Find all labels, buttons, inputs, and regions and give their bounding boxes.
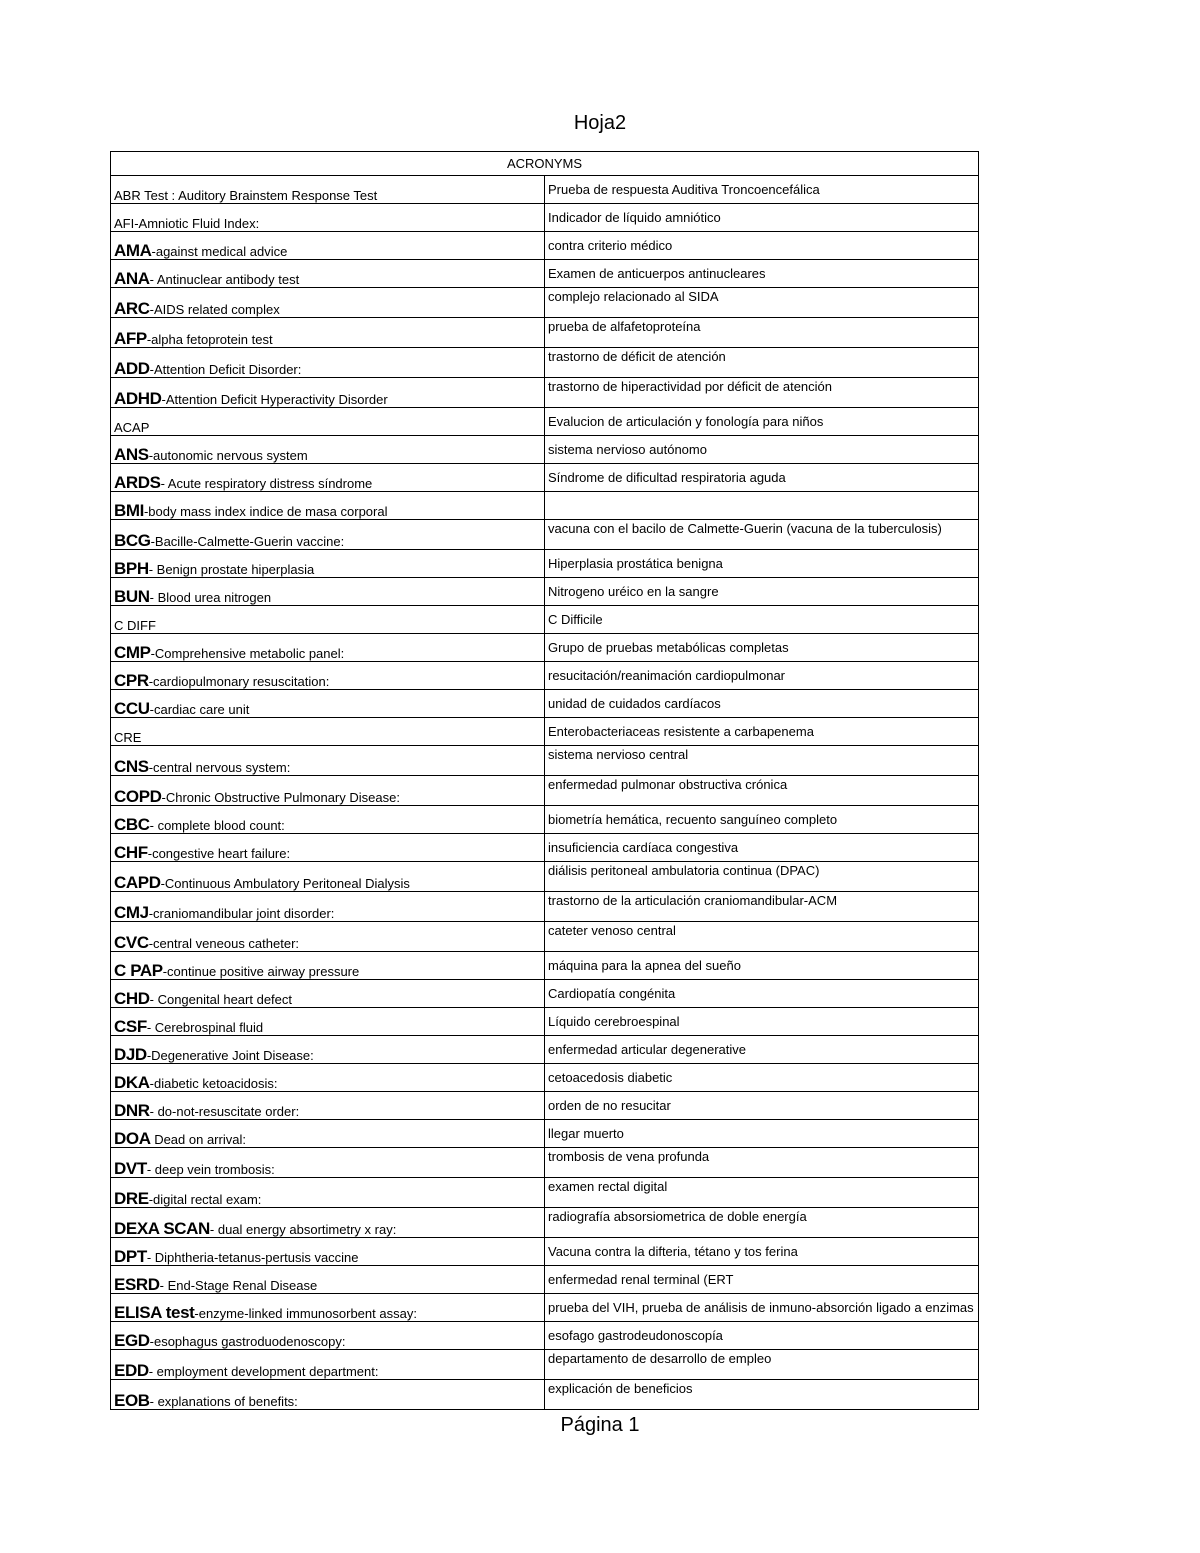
spanish-translation-cell: diálisis peritoneal ambulatoria continua (DPAC): [545, 862, 979, 892]
spanish-translation-cell: Examen de anticuerpos antinucleares: [545, 260, 979, 288]
table-row: [111, 1266, 979, 1294]
table-row: [111, 1294, 979, 1322]
acronym-cell: [111, 1092, 545, 1120]
acronym-abbr: CCU: [114, 699, 150, 718]
spanish-translation-cell: Vacuna contra la difteria, tétano y tos ferina: [545, 1238, 979, 1266]
acronym-cell: [111, 492, 545, 520]
acronym-cell: [111, 1008, 545, 1036]
acronym-cell: [111, 520, 545, 550]
acronym-abbr: BCG: [114, 531, 151, 550]
spanish-translation-cell: Nitrogeno uréico en la sangre: [545, 578, 979, 606]
acronym-description: -Bacille-Calmette-Guerin vaccine:: [150, 534, 345, 549]
acronym-cell: [111, 634, 545, 662]
spanish-translation-cell: sistema nervioso autónomo: [545, 436, 979, 464]
acronym-cell: [111, 834, 545, 862]
table-row: [111, 634, 979, 662]
acronym-description: -Degenerative Joint Disease:: [146, 1048, 314, 1063]
spanish-translation-cell: Prueba de respuesta Auditiva Troncoencefálica: [545, 176, 979, 204]
table-row: [111, 892, 979, 922]
spanish-translation-cell: C Difficile: [545, 606, 979, 634]
acronym-abbr: ESRD: [114, 1275, 160, 1294]
table-row: [111, 204, 979, 232]
acronym-description: -diabetic ketoacidosis:: [149, 1076, 278, 1091]
acronym-cell: [111, 578, 545, 606]
acronym-cell: [111, 1178, 545, 1208]
table-row: [111, 1322, 979, 1350]
acronym-description: -body mass index indice de masa corporal: [143, 504, 388, 519]
acronym-abbr: DVT: [114, 1159, 147, 1178]
acronym-cell: [111, 318, 545, 348]
acronym-description: -Comprehensive metabolic panel:: [150, 646, 345, 661]
acronym-abbr: DNR: [114, 1101, 150, 1120]
table-row: [111, 1178, 979, 1208]
spanish-translation-cell: complejo relacionado al SIDA: [545, 288, 979, 318]
acronym-cell: [111, 204, 545, 232]
acronym-cell: [111, 606, 545, 634]
table-header: ACRONYMS: [111, 152, 979, 176]
acronym-cell: [111, 1380, 545, 1410]
acronym-description: - Blood urea nitrogen: [149, 590, 272, 605]
acronym-description: -against medical advice: [151, 244, 288, 259]
acronym-description: -digital rectal exam:: [148, 1192, 262, 1207]
acronym-cell: [111, 1238, 545, 1266]
spanish-translation-cell: radiografía absorsiometrica de doble energía: [545, 1208, 979, 1238]
table-row: [111, 1092, 979, 1120]
spanish-translation-cell: trastorno de la articulación craniomandibular-ACM: [545, 892, 979, 922]
table-row: [111, 378, 979, 408]
spanish-translation-cell: Hiperplasia prostática benigna: [545, 550, 979, 578]
spanish-translation-cell: unidad de cuidados cardíacos: [545, 690, 979, 718]
acronym-cell: [111, 718, 545, 746]
acronyms-table: [110, 151, 979, 1410]
acronym-description: - Benign prostate hiperplasia: [148, 562, 315, 577]
table-row: [111, 806, 979, 834]
acronym-abbr: ANA: [114, 269, 150, 288]
acronym-cell: [111, 1322, 545, 1350]
acronym-description: - dual energy absortimetry x ray:: [209, 1222, 397, 1237]
acronym-abbr: DKA: [114, 1073, 150, 1092]
table-row: [111, 1148, 979, 1178]
acronym-abbr: CBC: [114, 815, 150, 834]
acronym-abbr: AMA: [114, 241, 152, 260]
acronym-cell: [111, 378, 545, 408]
acronym-description: -central nervous system:: [148, 760, 291, 775]
acronym-abbr: ELISA test: [114, 1303, 195, 1322]
acronym-cell: [111, 176, 545, 204]
spanish-translation-cell: Líquido cerebroespinal: [545, 1008, 979, 1036]
table-row: [111, 348, 979, 378]
spanish-translation-cell: Cardiopatía congénita: [545, 980, 979, 1008]
table-row: [111, 408, 979, 436]
acronym-description: ABR Test : Auditory Brainstem Response Test: [114, 188, 378, 203]
acronym-cell: [111, 776, 545, 806]
acronym-cell: [111, 746, 545, 776]
acronym-cell: [111, 1294, 545, 1322]
acronym-cell: [111, 922, 545, 952]
spanish-translation-cell: trastorno de hiperactividad por déficit de atención: [545, 378, 979, 408]
table-row: [111, 980, 979, 1008]
acronym-abbr: CMJ: [114, 903, 149, 922]
acronym-description: - deep vein trombosis:: [146, 1162, 275, 1177]
table-row: [111, 318, 979, 348]
spanish-translation-cell: Síndrome de dificultad respiratoria aguda: [545, 464, 979, 492]
acronym-cell: [111, 952, 545, 980]
spanish-translation-cell: Grupo de pruebas metabólicas completas: [545, 634, 979, 662]
acronym-description: - Cerebrospinal fluid: [146, 1020, 264, 1035]
table-row: [111, 550, 979, 578]
table-row: [111, 1350, 979, 1380]
acronym-abbr: ARDS: [114, 473, 161, 492]
table-row: [111, 578, 979, 606]
acronym-description: -Attention Deficit Hyperactivity Disorder: [161, 392, 388, 407]
table-row: [111, 690, 979, 718]
spanish-translation-cell: esofago gastrodeudonoscopía: [545, 1322, 979, 1350]
acronym-description: ACAP: [114, 420, 150, 435]
spanish-translation-cell: explicación de beneficios: [545, 1380, 979, 1410]
spanish-translation-cell: cetoacedosis diabetic: [545, 1064, 979, 1092]
acronym-description: -continue positive airway pressure: [162, 964, 360, 979]
acronym-description: - explanations of benefits:: [149, 1394, 298, 1409]
spanish-translation-cell: resucitación/reanimación cardiopulmonar: [545, 662, 979, 690]
acronym-abbr: BUN: [114, 587, 150, 606]
table-row: [111, 1064, 979, 1092]
acronym-description: -Continuous Ambulatory Peritoneal Dialysis: [160, 876, 410, 891]
sheet-title: Hoja2: [573, 112, 627, 134]
acronym-abbr: EOB: [114, 1391, 150, 1410]
spanish-translation-cell: enfermedad pulmonar obstructiva crónica: [545, 776, 979, 806]
acronym-abbr: ADD: [114, 359, 150, 378]
acronym-description: - End-Stage Renal Disease: [159, 1278, 318, 1293]
table-row: [111, 606, 979, 634]
acronym-cell: [111, 288, 545, 318]
table-row: [111, 746, 979, 776]
acronym-description: -autonomic nervous system: [148, 448, 308, 463]
acronym-cell: [111, 1350, 545, 1380]
acronym-cell: [111, 408, 545, 436]
table-row: [111, 922, 979, 952]
acronym-description: -Attention Deficit Disorder:: [149, 362, 302, 377]
table-row: [111, 1120, 979, 1148]
acronym-abbr: CMP: [114, 643, 151, 662]
acronym-description: CRE: [114, 730, 142, 745]
spanish-translation-cell: examen rectal digital: [545, 1178, 979, 1208]
acronym-abbr: EDD: [114, 1361, 149, 1380]
acronym-abbr: DOA: [114, 1129, 151, 1148]
acronym-description: - Diphtheria-tetanus-pertusis vaccine: [146, 1250, 359, 1265]
table-row: [111, 662, 979, 690]
table-row: [111, 492, 979, 520]
acronym-description: - Antinuclear antibody test: [149, 272, 300, 287]
spanish-translation-cell: enfermedad renal terminal (ERT: [545, 1266, 979, 1294]
acronym-cell: [111, 550, 545, 578]
acronym-abbr: COPD: [114, 787, 162, 806]
acronym-description: - complete blood count:: [149, 818, 285, 833]
table-row: [111, 232, 979, 260]
spanish-translation-cell: máquina para la apnea del sueño: [545, 952, 979, 980]
acronym-cell: [111, 232, 545, 260]
acronym-description: -central veneous catheter:: [148, 936, 300, 951]
spanish-translation-cell: prueba de alfafetoproteína: [545, 318, 979, 348]
spanish-translation-cell: cateter venoso central: [545, 922, 979, 952]
acronym-cell: [111, 436, 545, 464]
table-header-row: [111, 152, 979, 176]
acronym-description: -cardiopulmonary resuscitation:: [148, 674, 330, 689]
spanish-translation-cell: Enterobacteriaceas resistente a carbapenema: [545, 718, 979, 746]
spanish-translation-cell: Indicador de líquido amniótico: [545, 204, 979, 232]
table-row: [111, 260, 979, 288]
acronym-cell: [111, 1064, 545, 1092]
spanish-translation-cell: departamento de desarrollo de empleo: [545, 1350, 979, 1380]
acronym-cell: [111, 980, 545, 1008]
acronym-cell: [111, 806, 545, 834]
acronym-description: -Chronic Obstructive Pulmonary Disease:: [161, 790, 400, 805]
acronym-cell: [111, 1208, 545, 1238]
acronym-abbr: DRE: [114, 1189, 149, 1208]
acronym-abbr: CSF: [114, 1017, 147, 1036]
table-row: [111, 464, 979, 492]
table-row: [111, 176, 979, 204]
table-row: [111, 1380, 979, 1410]
spanish-translation-cell: insuficiencia cardíaca congestiva: [545, 834, 979, 862]
page-footer: Página 1: [560, 1414, 640, 1436]
acronym-description: -cardiac care unit: [149, 702, 250, 717]
spanish-translation-cell: enfermedad articular degenerative: [545, 1036, 979, 1064]
spanish-translation-cell: trombosis de vena profunda: [545, 1148, 979, 1178]
acronym-description: AFI-Amniotic Fluid Index:: [114, 216, 260, 231]
acronym-description: -congestive heart failure:: [147, 846, 291, 861]
table-row: [111, 520, 979, 550]
acronym-description: C DIFF: [114, 618, 156, 633]
acronym-description: -esophagus gastroduodenoscopy:: [149, 1334, 346, 1349]
acronym-abbr: ADHD: [114, 389, 162, 408]
acronym-cell: [111, 662, 545, 690]
acronym-description: -enzyme-linked immunosorbent assay:: [194, 1306, 417, 1321]
spanish-translation-cell: orden de no resucitar: [545, 1092, 979, 1120]
acronym-abbr: CPR: [114, 671, 149, 690]
acronym-cell: [111, 690, 545, 718]
table-row: [111, 834, 979, 862]
acronym-description: Dead on arrival:: [150, 1132, 246, 1147]
acronym-description: -alpha fetoprotein test: [146, 332, 273, 347]
acronym-description: -AIDS related complex: [149, 302, 280, 317]
spanish-translation-cell: biometría hemática, recuento sanguíneo completo: [545, 806, 979, 834]
acronym-abbr: AFP: [114, 329, 147, 348]
table-row: [111, 436, 979, 464]
acronym-cell: [111, 1120, 545, 1148]
acronym-abbr: CAPD: [114, 873, 161, 892]
acronym-abbr: DEXA SCAN: [114, 1219, 210, 1238]
acronym-description: -craniomandibular joint disorder:: [148, 906, 335, 921]
acronym-abbr: ANS: [114, 445, 149, 464]
spanish-translation-cell: vacuna con el bacilo de Calmette-Guerin (vacuna de la tuberculosis): [545, 520, 979, 550]
acronym-abbr: DPT: [114, 1247, 147, 1266]
acronym-cell: [111, 1148, 545, 1178]
acronym-description: - Congenital heart defect: [149, 992, 293, 1007]
spanish-translation-cell: llegar muerto: [545, 1120, 979, 1148]
table-row: [111, 952, 979, 980]
acronym-abbr: ARC: [114, 299, 150, 318]
spanish-translation-cell: contra criterio médico: [545, 232, 979, 260]
acronym-abbr: BPH: [114, 559, 149, 578]
table-row: [111, 862, 979, 892]
table-row: [111, 776, 979, 806]
spanish-translation-cell: trastorno de déficit de atención: [545, 348, 979, 378]
acronym-cell: [111, 1266, 545, 1294]
acronym-cell: [111, 862, 545, 892]
acronym-abbr: C PAP: [114, 961, 163, 980]
table-row: [111, 1208, 979, 1238]
spanish-translation-cell: sistema nervioso central: [545, 746, 979, 776]
table-row: [111, 718, 979, 746]
spanish-translation-cell: [545, 492, 979, 520]
table-row: [111, 1238, 979, 1266]
acronym-cell: [111, 348, 545, 378]
table-row: [111, 1036, 979, 1064]
acronym-description: - do-not-resuscitate order:: [149, 1104, 300, 1119]
acronym-abbr: CNS: [114, 757, 149, 776]
acronym-abbr: BMI: [114, 501, 144, 520]
acronym-cell: [111, 464, 545, 492]
spanish-translation-cell: prueba del VIH, prueba de análisis de inmuno-absorción ligado a enzimas: [545, 1294, 979, 1322]
acronym-abbr: CVC: [114, 933, 149, 952]
acronym-abbr: DJD: [114, 1045, 147, 1064]
table-row: [111, 288, 979, 318]
acronym-abbr: CHD: [114, 989, 150, 1008]
table-row: [111, 1008, 979, 1036]
spanish-translation-cell: Evalucion de articulación y fonología para niños: [545, 408, 979, 436]
acronym-cell: [111, 892, 545, 922]
acronym-abbr: EGD: [114, 1331, 150, 1350]
acronym-description: - employment development department:: [148, 1364, 379, 1379]
acronym-abbr: CHF: [114, 843, 148, 862]
acronym-cell: [111, 1036, 545, 1064]
acronym-cell: [111, 260, 545, 288]
acronym-description: - Acute respiratory distress síndrome: [160, 476, 373, 491]
